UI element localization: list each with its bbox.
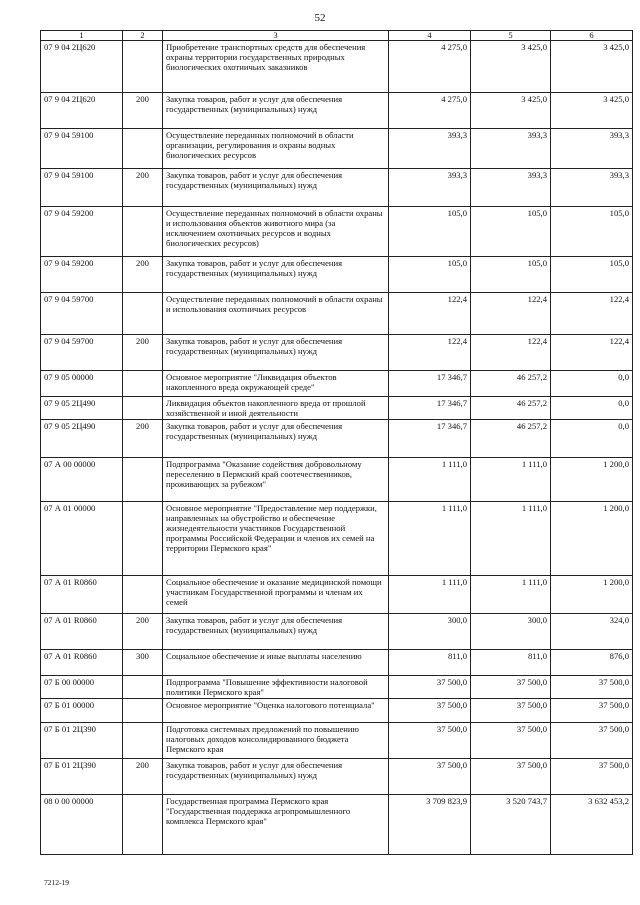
row-description: Основное мероприятие "Ликвидация объектов накопленного вреда окружающей среде": [163, 371, 389, 397]
row-expense-type: 200: [123, 335, 163, 371]
row-expense-type: [123, 371, 163, 397]
table-row: [41, 41, 633, 93]
row-expense-type: [123, 129, 163, 169]
table-row: [41, 458, 633, 502]
row-expense-type: 200: [123, 420, 163, 458]
table-row: [41, 699, 633, 723]
row-value-col5: 393,3: [471, 129, 551, 169]
row-value-col4: 122,4: [389, 335, 471, 371]
row-value-col4: 3 709 823,9: [389, 795, 471, 855]
row-value-col4: 300,0: [389, 614, 471, 650]
row-code: 07 9 04 2Ц620: [41, 93, 123, 129]
row-value-col4: 37 500,0: [389, 723, 471, 759]
table-row: [41, 207, 633, 257]
row-code: 07 9 04 59700: [41, 335, 123, 371]
row-value-col4: 811,0: [389, 650, 471, 676]
row-description: Ликвидация объектов накопленного вреда от прошлой хозяйственной и иной деятельности: [163, 397, 389, 420]
row-description: Государственная программа Пермского края "Государственная поддержка агропромышленного комплекса Пермского края": [163, 795, 389, 855]
row-value-col5: 300,0: [471, 614, 551, 650]
row-description: Осуществление переданных полномочий в области охраны и использования охотничьих ресурсов: [163, 293, 389, 335]
row-description: Осуществление переданных полномочий в области организации, регулирования и охраны водных биологических ресурсов: [163, 129, 389, 169]
table-row: [41, 650, 633, 676]
row-value-col6: 37 500,0: [551, 699, 633, 723]
row-value-col5: 1 111,0: [471, 502, 551, 576]
header-row: [41, 31, 633, 41]
row-value-col6: 1 200,0: [551, 502, 633, 576]
row-value-col5: 122,4: [471, 293, 551, 335]
row-value-col6: 3 632 453,2: [551, 795, 633, 855]
row-value-col4: 17 346,7: [389, 371, 471, 397]
row-expense-type: [123, 293, 163, 335]
row-value-col5: 393,3: [471, 169, 551, 207]
row-code: 07 А 01 R0860: [41, 576, 123, 614]
row-value-col4: 4 275,0: [389, 93, 471, 129]
row-expense-type: [123, 41, 163, 93]
row-expense-type: 200: [123, 759, 163, 795]
row-expense-type: [123, 207, 163, 257]
row-code: 07 А 00 00000: [41, 458, 123, 502]
row-description: Закупка товаров, работ и услуг для обеспечения государственных (муниципальных) нужд: [163, 169, 389, 207]
row-value-col4: 105,0: [389, 207, 471, 257]
row-value-col5: 46 257,2: [471, 420, 551, 458]
row-expense-type: [123, 502, 163, 576]
row-description: Закупка товаров, работ и услуг для обеспечения государственных (муниципальных) нужд: [163, 614, 389, 650]
table-row: [41, 169, 633, 207]
row-code: 07 9 05 00000: [41, 371, 123, 397]
row-value-col5: 37 500,0: [471, 676, 551, 699]
row-value-col5: 46 257,2: [471, 371, 551, 397]
row-value-col6: 37 500,0: [551, 676, 633, 699]
row-description: Закупка товаров, работ и услуг для обеспечения государственных (муниципальных) нужд: [163, 335, 389, 371]
table-row: [41, 723, 633, 759]
row-value-col6: 0,0: [551, 371, 633, 397]
row-value-col5: 105,0: [471, 207, 551, 257]
header-col-6: 6: [551, 31, 633, 41]
row-value-col4: 37 500,0: [389, 676, 471, 699]
row-description: Приобретение транспортных средств для обеспечения охраны территории государственных природных биологических охотничьих заказников: [163, 41, 389, 93]
row-value-col4: 37 500,0: [389, 759, 471, 795]
footer-code: 7212-19: [44, 878, 69, 887]
row-value-col4: 17 346,7: [389, 420, 471, 458]
row-description: Социальное обеспечение и оказание медицинской помощи участникам Государственной программы и членам их семей: [163, 576, 389, 614]
row-value-col5: 3 425,0: [471, 41, 551, 93]
row-code: 07 А 01 R0860: [41, 650, 123, 676]
row-value-col6: 37 500,0: [551, 759, 633, 795]
table-row: [41, 502, 633, 576]
header-col-2: 2: [123, 31, 163, 41]
row-value-col6: 105,0: [551, 257, 633, 293]
row-description: Закупка товаров, работ и услуг для обеспечения государственных (муниципальных) нужд: [163, 759, 389, 795]
table-body: [41, 41, 633, 855]
row-description: Осуществление переданных полномочий в области охраны и использования объектов животного мира (за исключением охотничьих ресурсов и водных биологических ресурсов): [163, 207, 389, 257]
header-col-3: 3: [163, 31, 389, 41]
row-value-col6: 122,4: [551, 293, 633, 335]
table-row: [41, 676, 633, 699]
table-row: [41, 129, 633, 169]
row-value-col6: 3 425,0: [551, 93, 633, 129]
row-value-col6: 324,0: [551, 614, 633, 650]
row-value-col4: 37 500,0: [389, 699, 471, 723]
row-code: 07 9 04 59200: [41, 207, 123, 257]
row-value-col6: 37 500,0: [551, 723, 633, 759]
row-value-col6: 1 200,0: [551, 458, 633, 502]
table-row: [41, 257, 633, 293]
row-description: Основное мероприятие "Оценка налогового потенциала": [163, 699, 389, 723]
row-code: 07 9 05 2Ц490: [41, 397, 123, 420]
row-value-col6: 393,3: [551, 169, 633, 207]
row-description: Социальное обеспечение и иные выплаты населению: [163, 650, 389, 676]
row-value-col5: 46 257,2: [471, 397, 551, 420]
row-expense-type: 200: [123, 257, 163, 293]
row-code: 07 Б 01 2Ц390: [41, 759, 123, 795]
page-number: 52: [314, 12, 326, 24]
table-row: [41, 614, 633, 650]
row-description: Подготовка системных предложений по повышению налоговых доходов консолидированного бюджета Пермского края: [163, 723, 389, 759]
row-description: Подпрограмма "Повышение эффективности налоговой политики Пермского края": [163, 676, 389, 699]
row-code: 07 9 04 59200: [41, 257, 123, 293]
table-row: [41, 397, 633, 420]
row-expense-type: [123, 458, 163, 502]
row-value-col4: 122,4: [389, 293, 471, 335]
table-row: [41, 371, 633, 397]
row-description: Закупка товаров, работ и услуг для обеспечения государственных (муниципальных) нужд: [163, 93, 389, 129]
row-value-col5: 122,4: [471, 335, 551, 371]
row-code: 07 9 04 59700: [41, 293, 123, 335]
header-col-1: 1: [41, 31, 123, 41]
row-description: Закупка товаров, работ и услуг для обеспечения государственных (муниципальных) нужд: [163, 257, 389, 293]
row-value-col6: 876,0: [551, 650, 633, 676]
row-value-col4: 105,0: [389, 257, 471, 293]
row-expense-type: [123, 676, 163, 699]
row-value-col6: 0,0: [551, 420, 633, 458]
row-value-col5: 1 111,0: [471, 458, 551, 502]
row-expense-type: [123, 723, 163, 759]
row-value-col5: 105,0: [471, 257, 551, 293]
row-code: 07 9 04 59100: [41, 169, 123, 207]
row-expense-type: 200: [123, 169, 163, 207]
row-value-col6: 105,0: [551, 207, 633, 257]
row-value-col5: 37 500,0: [471, 723, 551, 759]
row-value-col5: 37 500,0: [471, 759, 551, 795]
row-value-col4: 1 111,0: [389, 576, 471, 614]
table-row: [41, 759, 633, 795]
row-code: 07 Б 01 00000: [41, 699, 123, 723]
table-row: [41, 576, 633, 614]
row-description: Подпрограмма "Оказание содействия добровольному переселению в Пермский край соотечественников, проживающих за рубежом": [163, 458, 389, 502]
row-expense-type: 300: [123, 650, 163, 676]
row-value-col4: 17 346,7: [389, 397, 471, 420]
row-expense-type: [123, 699, 163, 723]
row-code: 07 А 01 00000: [41, 502, 123, 576]
row-code: 07 9 04 2Ц620: [41, 41, 123, 93]
budget-table: [40, 30, 633, 855]
table-row: [41, 93, 633, 129]
row-value-col4: 4 275,0: [389, 41, 471, 93]
row-expense-type: [123, 397, 163, 420]
row-value-col4: 393,3: [389, 169, 471, 207]
row-value-col6: 0,0: [551, 397, 633, 420]
row-value-col6: 1 200,0: [551, 576, 633, 614]
row-code: 07 9 05 2Ц490: [41, 420, 123, 458]
row-expense-type: 200: [123, 93, 163, 129]
row-code: 07 Б 00 00000: [41, 676, 123, 699]
row-value-col5: 3 520 743,7: [471, 795, 551, 855]
row-value-col6: 393,3: [551, 129, 633, 169]
row-value-col5: 3 425,0: [471, 93, 551, 129]
row-code: 07 9 04 59100: [41, 129, 123, 169]
row-expense-type: 200: [123, 614, 163, 650]
row-value-col5: 37 500,0: [471, 699, 551, 723]
row-code: 08 0 00 00000: [41, 795, 123, 855]
header-col-5: 5: [471, 31, 551, 41]
table-row: [41, 795, 633, 855]
table-row: [41, 335, 633, 371]
table-row: [41, 293, 633, 335]
row-expense-type: [123, 576, 163, 614]
row-value-col4: 1 111,0: [389, 502, 471, 576]
row-value-col5: 811,0: [471, 650, 551, 676]
row-value-col6: 3 425,0: [551, 41, 633, 93]
row-value-col5: 1 111,0: [471, 576, 551, 614]
row-expense-type: [123, 795, 163, 855]
row-value-col6: 122,4: [551, 335, 633, 371]
row-code: 07 А 01 R0860: [41, 614, 123, 650]
table-row: [41, 420, 633, 458]
row-value-col4: 1 111,0: [389, 458, 471, 502]
row-value-col4: 393,3: [389, 129, 471, 169]
header-col-4: 4: [389, 31, 471, 41]
row-description: Закупка товаров, работ и услуг для обеспечения государственных (муниципальных) нужд: [163, 420, 389, 458]
row-code: 07 Б 01 2Ц390: [41, 723, 123, 759]
row-description: Основное мероприятие "Предоставление мер поддержки, направленных на обустройство и обеспечение жизнедеятельности участников Государственной программы Российской Федерации и членов их семей на территории Пермского края": [163, 502, 389, 576]
